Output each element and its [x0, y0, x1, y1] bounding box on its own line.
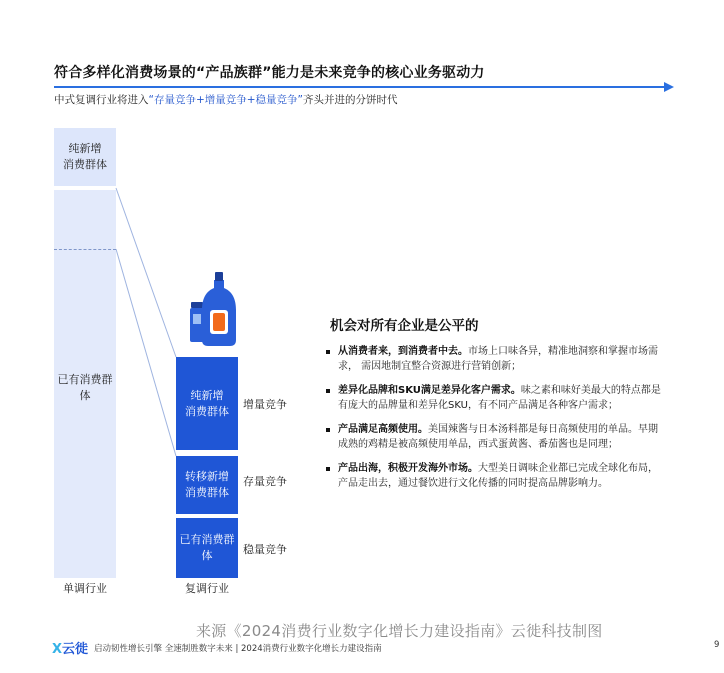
bullet-text: 大型美日调味企业都已完成全球化布局，产品走出去，通过餐饮进行文化传播的同时提高品牌影响力。 — [338, 463, 658, 489]
list-item — [326, 422, 666, 452]
section-heading: 机会对所有企业是公平的 — [330, 318, 479, 334]
bullet-text: 美国辣酱与日本汤料都是每日高频使用的单品。早期成熟的鸡精是被高频使用单品，西式蛋黄酱、番茄酱也是同理； — [338, 424, 658, 450]
block-transfer-consumer — [176, 456, 238, 514]
bullet-text: 味之素和味好美最大的特点都是有庞大的品牌量和差异化SKU，有不同产品满足各种客户需求； — [338, 385, 661, 411]
page-title: 符合多样化消费场景的“产品族群”能力是未来竞争的核心业务驱动力 — [54, 65, 485, 81]
connector-top — [116, 188, 176, 357]
bullet-bold: 产品满足高频使用。 — [338, 424, 428, 435]
right-column-caption: 复调行业 — [185, 582, 229, 595]
bullet-icon — [326, 389, 330, 393]
label-stable-competition: 稳量竞争 — [243, 543, 287, 556]
list-item — [326, 383, 666, 413]
left-column-caption: 单调行业 — [63, 582, 107, 595]
bullet-bold: 差异化品牌和SKU满足差异化客户需求。 — [338, 385, 521, 396]
brand-logo — [52, 638, 88, 657]
block-transfer-consumer-label: 转移新增 消费群体 — [185, 470, 229, 499]
source-watermark: 来源《2024消费行业数字化增长力建设指南》云徙科技制图 — [196, 622, 603, 640]
connector-mid — [116, 249, 176, 456]
block-new-consumer — [176, 357, 238, 450]
bullet-icon — [326, 350, 330, 354]
label-stock-competition: 存量竞争 — [243, 475, 287, 488]
logo-x: X — [52, 642, 63, 657]
page-number: 9 — [714, 640, 720, 650]
bullet-bold: 产品出海，积极开发海外市场。 — [338, 463, 478, 474]
list-item — [326, 461, 666, 491]
dashed-divider — [54, 249, 116, 250]
block-new-consumer-label: 纯新增 消费群体 — [185, 388, 229, 418]
bullet-text: 市场上口味各异，精准地洞察和掌握市场需求， 需因地制宜整合资源进行营销创新； — [338, 346, 658, 372]
bullet-bold: 从消费者来，到消费者中去。 — [338, 346, 468, 357]
logo-text: 云徙 — [62, 642, 89, 657]
bullet-icon — [326, 467, 330, 471]
bullet-icon — [326, 428, 330, 432]
subtitle-suffix: 齐头并进的分饼时代 — [302, 94, 398, 106]
block-existing-consumer-label: 已有消费群 体 — [179, 533, 235, 562]
subtitle-prefix: 中式复调行业将进入 — [54, 94, 149, 106]
left-new-consumer-label: 纯新增 消费群体 — [63, 142, 107, 171]
footer — [52, 638, 382, 657]
bullet-list — [326, 344, 666, 500]
condiment-bottles-icon — [184, 268, 244, 348]
footer-tagline: 启动韧性增长引擎 全速制胜数字未来 | 2024消费行业数字化增长力建设指南 — [94, 643, 382, 654]
label-incremental-competition: 增量竞争 — [243, 398, 287, 411]
subtitle-highlight: “存量竞争+增量竞争+稳量竞争” — [148, 94, 303, 106]
left-existing-consumer-label: 已有消费群 体 — [57, 373, 113, 402]
left-new-consumer-block — [54, 128, 116, 186]
block-existing-consumer — [176, 518, 238, 578]
list-item — [326, 344, 666, 374]
